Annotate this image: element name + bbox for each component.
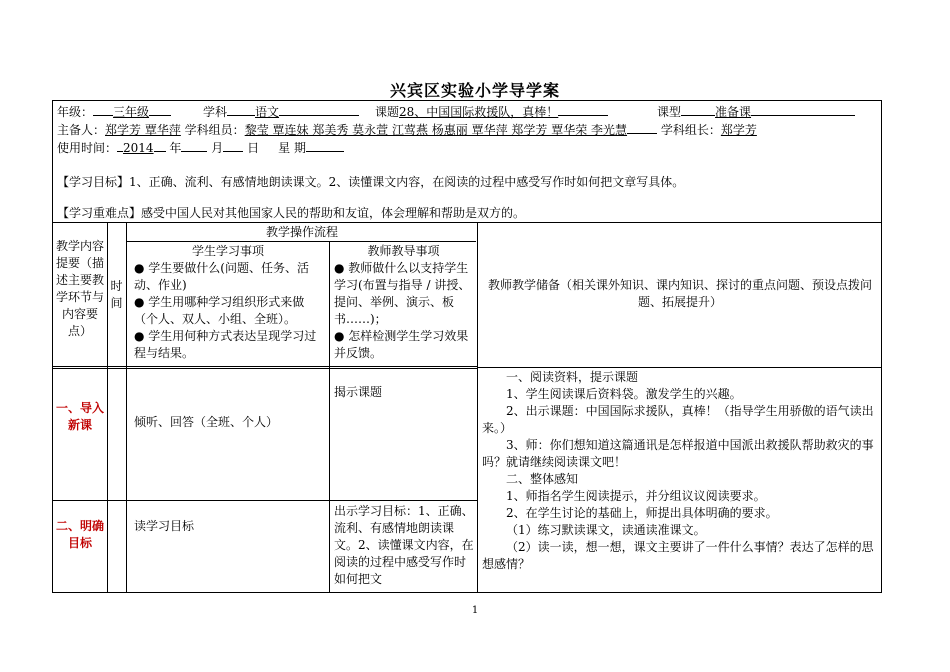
header-row-time (57, 138, 344, 157)
grid-line (329, 241, 330, 593)
student-item: ● 学生用哪种学习组织形式来做（个人、双人、小组、全班）。 (134, 295, 305, 326)
section-teacher: 出示学习目标：1、正确、流利、有感情地朗读课文。2、读懂课文内容，在阅读的过程中感受写作时如何把文 (334, 504, 474, 586)
prep-line: （1）练习默读课文，读通读准课文。 (506, 523, 706, 537)
prep-line: 2、出示课题：中国国际求援队，真棒！（指导学生用骄傲的语气读出来。） (482, 404, 874, 435)
grid-line (107, 222, 108, 593)
teacher-item: ● 教师做什么以支持学生学习(布置与指导 / 讲授、提问、举例、演示、板书……)； (334, 261, 471, 326)
grid-line (52, 500, 477, 501)
week-label: 星 期 (278, 141, 306, 155)
leader-value: 郑学芳 (720, 123, 757, 137)
time-label: 使用时间： (57, 141, 118, 155)
key-points (57, 205, 525, 222)
section-name: 一、导入新课 (56, 401, 105, 432)
grid-line (52, 366, 477, 367)
grid-line (477, 367, 882, 368)
subject-label: 学科 (203, 105, 228, 119)
grid-line (52, 222, 882, 223)
author-value: 郑学芳 覃华萍 (105, 123, 181, 137)
prep-content (482, 369, 878, 573)
prep-line: 2、在学生讨论的基础上，师提出具体明确的要求。 (506, 506, 778, 520)
teacher-items (334, 260, 474, 362)
month-unit: 月 (211, 141, 224, 155)
prep-line: （2）读一读，想一想，课文主要讲了一件什么事情？表达了怎样的思想感情？ (482, 540, 874, 571)
content-outline-header: 教学内容提要（描述主要教学环节与内容要点） (55, 239, 104, 338)
section-student: 倾听、回答（全班、个人） (134, 415, 279, 429)
header-row-lesson (375, 102, 608, 121)
student-item: ● 学生用何种方式表达呈现学习过程与结果。 (134, 329, 317, 360)
student-items (134, 260, 326, 362)
header-row-subject (203, 102, 359, 121)
year-value: 2014 (123, 141, 154, 155)
teacher-title: 教师教导事项 (367, 244, 440, 258)
group-label: 学科组员： (184, 123, 245, 137)
grid-line (126, 222, 127, 593)
grade-value: 三年级 (113, 105, 150, 119)
header-row-type (657, 102, 855, 121)
key-points-text: 感受中国人民对其他国家人民的帮助和友谊，体会理解和帮助是双方的。 (141, 206, 526, 220)
author-label: 主备人： (57, 123, 106, 137)
student-title: 学生学习事项 (191, 244, 264, 258)
prep-line: 1、学生阅读课后资料袋。激发学生的兴趣。 (506, 387, 742, 401)
grade-label: 年级： (57, 105, 94, 119)
lesson-label: 课题 (375, 105, 400, 119)
flow-title: 教学操作流程 (265, 225, 338, 239)
goals-label: 【学习目标】 (57, 175, 130, 189)
type-label: 课型 (657, 105, 682, 119)
lesson-value: 28、中国国际救援队，真棒！ (399, 105, 559, 119)
subject-value: 语文 (255, 105, 280, 119)
key-points-label: 【学习重难点】 (57, 206, 142, 220)
section-student: 读学习目标 (134, 519, 195, 533)
group-value: 黎莹 覃连妹 郑美秀 莫永萱 江莺燕 杨惠丽 覃华萍 郑学芳 覃华荣 李光慧 (244, 123, 628, 137)
section-name: 二、明确目标 (56, 519, 105, 550)
header-row-grade (57, 102, 171, 121)
prep-line: 二、整体感知 (506, 472, 579, 486)
grid-line (126, 241, 476, 242)
type-value: 准备课 (715, 105, 752, 119)
page-number: 1 (471, 605, 479, 616)
teacher-item: ● 怎样检测学生学习效果并反馈。 (334, 329, 469, 360)
leader-label: 学科组长： (660, 123, 721, 137)
year-unit: 年 (169, 141, 182, 155)
section-teacher: 揭示课题 (334, 385, 383, 399)
grid-line (477, 222, 478, 593)
prep-line: 3、师：你们想知道这篇通讯是怎样报道中国派出救援队帮助救灾的事吗？就请继续阅读课文吧！ (482, 438, 874, 469)
day-unit: 日 (247, 141, 260, 155)
prep-line: 一、阅读资料，提示课题 (506, 370, 639, 384)
teacher-prep-header: 教师教学储备（相关课外知识、课内知识、探讨的重点问题、预设点拨问题、拓展提升） (487, 278, 872, 309)
student-item: ● 学生要做什么(问题、任务、活动、作业) (134, 261, 309, 292)
header-row-authors (57, 120, 757, 139)
learning-goals (57, 174, 684, 191)
goals-text: 1、正确、流利、有感情地朗读课文。2、读懂课文内容，在阅读的过程中感受写作时如何把文章写具体。 (129, 175, 685, 189)
prep-line: 1、师指名学生阅读提示，并分组议议阅读要求。 (506, 489, 766, 503)
grid-line (52, 368, 477, 369)
page-title: 兴宾区实验小学导学案 (389, 81, 560, 100)
time-header: 时间 (110, 279, 123, 310)
